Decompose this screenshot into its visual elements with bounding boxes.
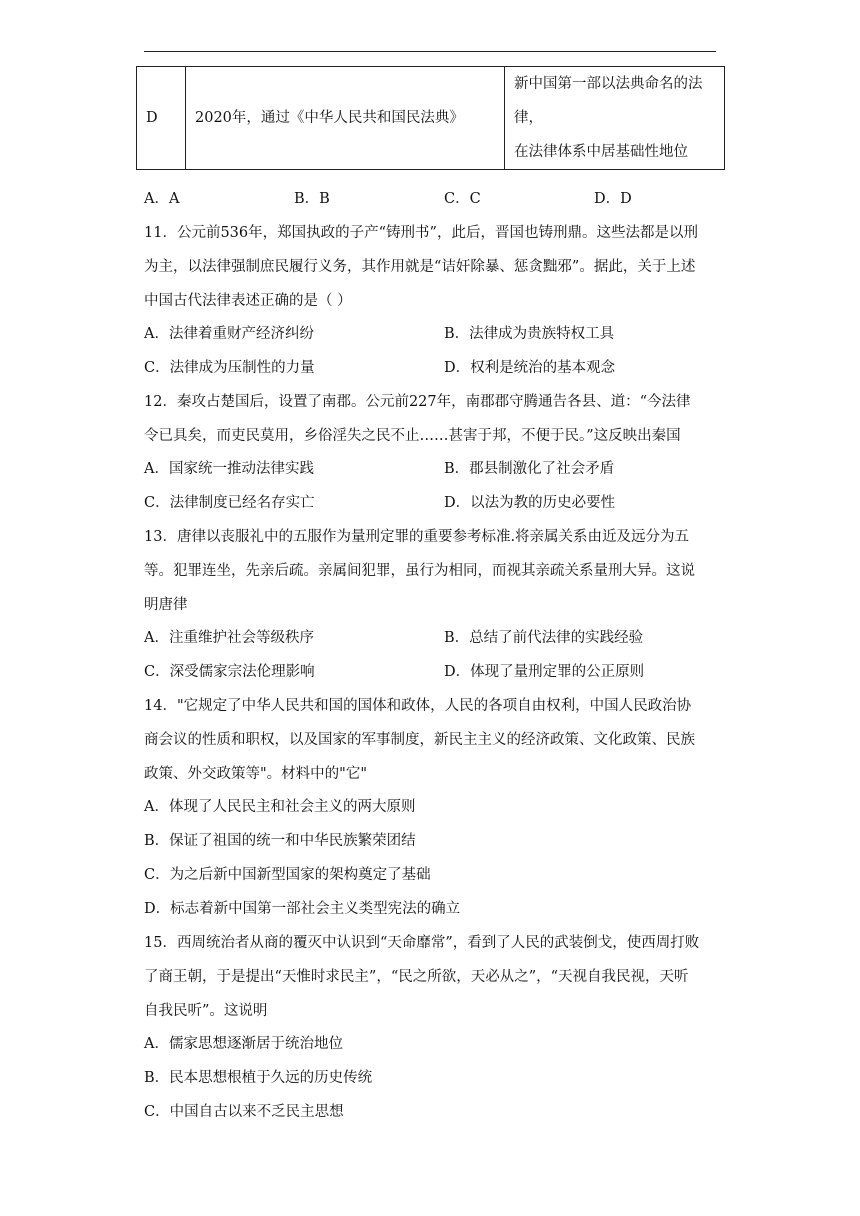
q14-stem-line-3: 政策、外交政策等"。材料中的"它" [144,766,368,782]
q11-option-d: D．权利是统治的基本观念 [444,360,616,376]
table-cell-significance [505,67,725,170]
q14-option-b: B．保证了祖国的统一和中华民族繁荣团结 [144,833,416,849]
q11-option-c: C．法律成为压制性的力量 [144,360,315,376]
q14-option-c: C．为之后新中国新型国家的架构奠定了基础 [144,867,431,883]
significance-line-1: 新中国第一部以法典命名的法律， [514,76,703,126]
q12-option-a: A．国家统一推动法律实践 [144,461,314,477]
q15-option-a: A．儒家思想逐渐居于统治地位 [144,1036,343,1052]
q13-stem-line-1: 13．唐律以丧服礼中的五服作为量刑定罪的重要参考标准.将亲属关系由近及远分为五 [144,529,690,545]
q10-option-d: D．D [594,191,632,207]
header-rule [144,51,716,52]
q11-option-a: A．法律着重财产经济纠纷 [144,326,314,342]
q14-option-d: D．标志着新中国第一部社会主义类型宪法的确立 [144,901,461,917]
q10-option-c: C．C [444,191,481,207]
significance-line-2: 在法律体系中居基础性地位 [514,144,688,160]
q13-option-c: C．深受儒家宗法伦理影响 [144,664,315,680]
q13-option-d: D．体现了量刑定罪的公正原则 [444,664,645,680]
q13-option-b: B．总结了前代法律的实践经验 [444,630,644,646]
q15-option-c: C．中国自古以来不乏民主思想 [144,1104,344,1120]
q11-stem-line-2: 为主，以法律强制庶民履行义务，其作用就是“诘奸除暴、惩贪黜邪”。据此，关于上述 [144,259,696,275]
q13-option-a: A．注重维护社会等级秩序 [144,630,314,646]
q12-option-d: D．以法为教的历史必要性 [444,495,616,511]
q15-stem-line-1: 15．西周统治者从商的覆灭中认识到“天命靡常”，看到了人民的武装倒戈，使西周打败 [144,935,700,951]
q12-stem-line-1: 12．秦攻占楚国后，设置了南郡。公元前227年，南郡郡守腾通告各县、道：“今法律 [144,394,691,410]
q14-stem-line-2: 商会议的性质和职权，以及国家的军事制度，新民主主义的经济政策、文化政策、民族 [144,732,695,748]
q12-stem-line-2: 令已具矣，而吏民莫用，乡俗淫失之民不止……甚害于邦，不便于民。”这反映出秦国 [144,428,681,444]
q10-option-b: B．B [294,191,330,207]
q15-stem-line-3: 自我民听”。这说明 [144,1003,268,1019]
q11-stem-line-1: 11．公元前536年，郑国执政的子产“铸刑书”，此后，晋国也铸刑鼎。这些法都是以刑 [144,225,698,241]
q15-option-b: B．民本思想根植于久远的历史传统 [144,1070,373,1086]
q12-option-b: B．郡县制激化了社会矛盾 [444,461,615,477]
table-row [137,67,725,170]
q15-stem-line-2: 了商王朝，于是提出“天惟时求民主”，“民之所欲，天必从之”，“天视自我民视，天听 [144,969,689,985]
q11-stem-line-3: 中国古代法律表述正确的是（ ） [144,293,352,309]
table-cell-event: 2020年，通过《中华人民共和国民法典》 [186,67,505,170]
table-cell-letter: D [137,67,186,170]
q14-stem-line-1: 14．"它规定了中华人民共和国的国体和政体，人民的各项自由权利，中国人民政治协 [144,698,692,714]
q14-option-a: A．体现了人民民主和社会主义的两大原则 [144,799,416,815]
q12-option-c: C．法律制度已经名存实亡 [144,495,315,511]
q11-option-b: B．法律成为贵族特权工具 [444,326,615,342]
q10-option-a: A．A [144,191,180,207]
q13-stem-line-3: 明唐律 [144,597,188,613]
answer-table [136,66,725,170]
q13-stem-line-2: 等。犯罪连坐，先亲后疏。亲属间犯罪，虽行为相同，而视其亲疏关系量刑大异。这说 [144,563,695,579]
